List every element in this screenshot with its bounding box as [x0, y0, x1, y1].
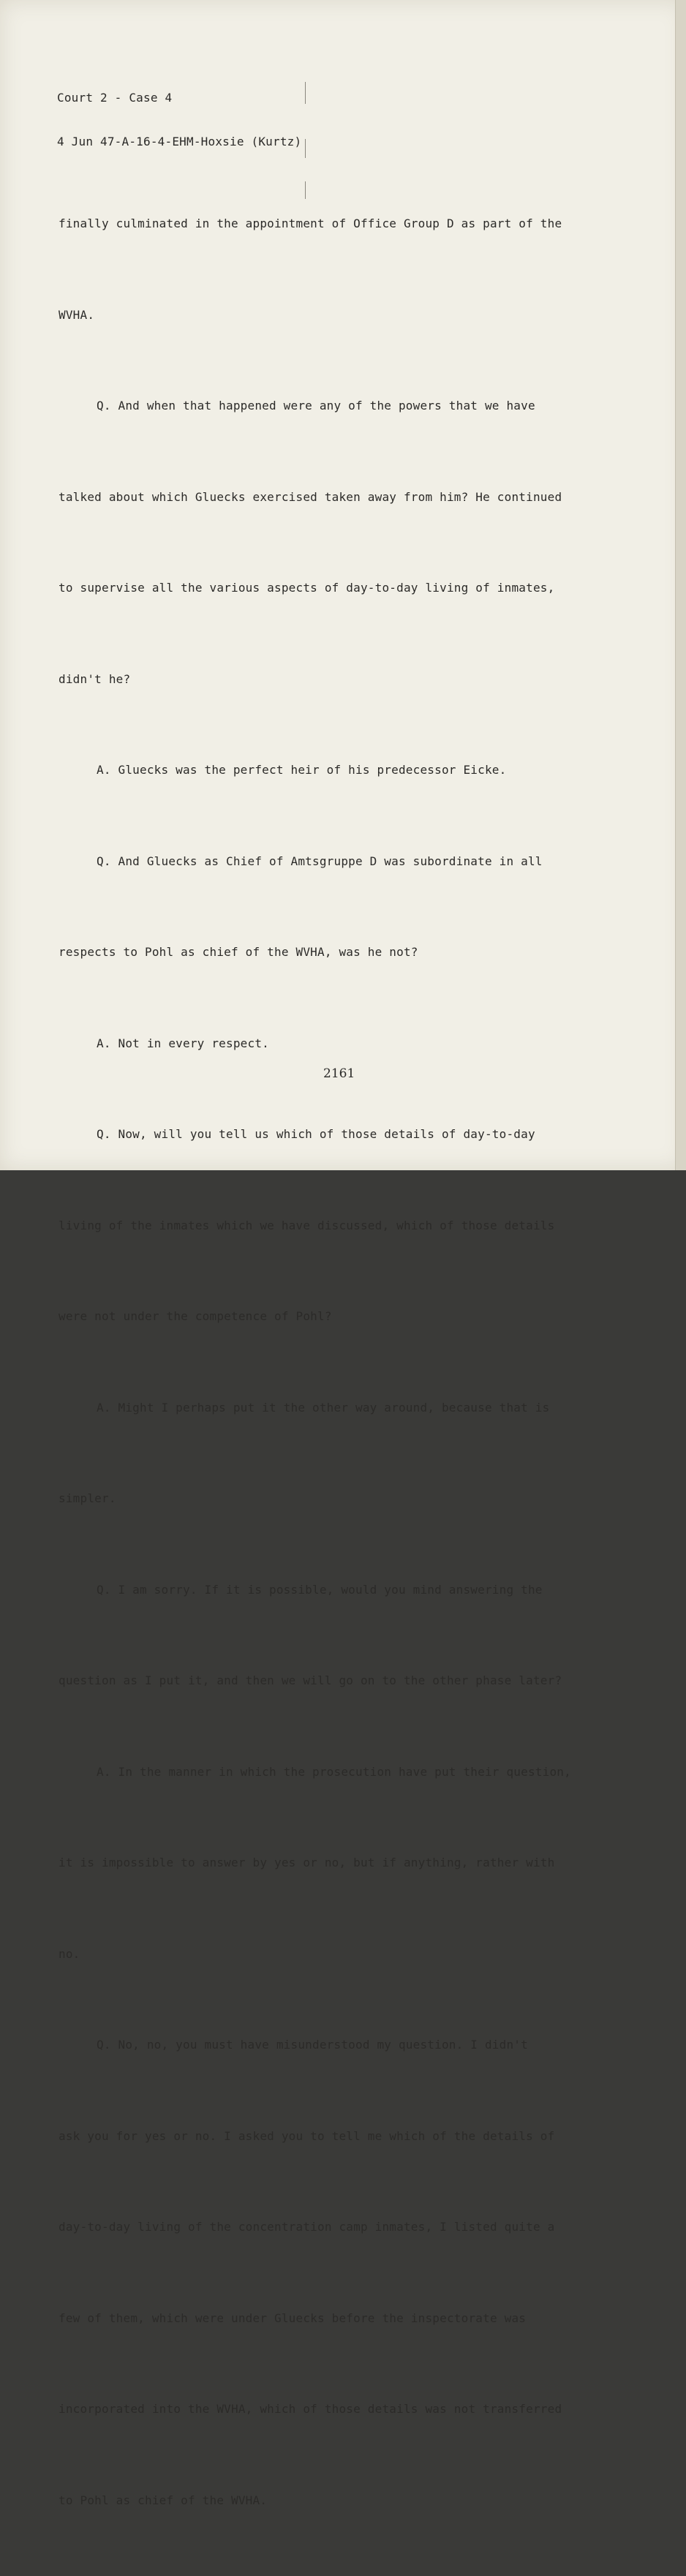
transcript-line: simpler. [59, 1491, 116, 1505]
transcript-line: few of them, which were under Gluecks before the inspectorate was [59, 2311, 527, 2325]
transcript-body [59, 148, 571, 2576]
transcript-line: WVHA. [59, 307, 95, 322]
transcript-line: day-to-day living of the concentration camp inmates, I listed quite a [59, 2220, 555, 2234]
case-header-line-2: 4 Jun 47-A-16-4-EHM-Hoxsie (Kurtz) [57, 135, 302, 148]
transcript-line: question as I put it, and then we will go on to the other phase later? [59, 1673, 562, 1687]
transcript-line: didn't he? [59, 671, 131, 686]
transcript-line: Q. No, no, you must have misunderstood my question. I didn't [97, 2038, 528, 2052]
transcript-line: were not under the competence of Pohl? [59, 1309, 332, 1323]
transcript-line: no. [59, 1946, 80, 1961]
transcript-line: A. Gluecks was the perfect heir of his predecessor Eicke. [97, 763, 507, 777]
transcript-line: respects to Pohl as chief of the WVHA, was he not? [59, 945, 418, 959]
page-number: 2161 [323, 1066, 355, 1081]
page-edge [675, 0, 686, 1170]
transcript-line: ask you for yes or no. I asked you to tell me which of the details of [59, 2128, 555, 2143]
case-header-line-1: Court 2 - Case 4 [57, 91, 173, 105]
transcript-line: to supervise all the various aspects of day-to-day living of inmates, [59, 581, 555, 595]
transcript-line: living of the inmates which we have discussed, which of those details [59, 1218, 555, 1232]
transcript-line: incorporated into the WVHA, which of those details was not transferred [59, 2402, 562, 2416]
transcript-line: talked about which Gluecks exercised taken away from him? He continued [59, 489, 562, 504]
scan-mark [305, 82, 306, 104]
transcript-line: it is impossible to answer by yes or no, but if anything, rather with [59, 1856, 555, 1869]
transcript-line: Q. And Gluecks as Chief of Amtsgruppe D was subordinate in all [97, 854, 543, 868]
transcript-line: A. Might I perhaps put it the other way around, because that is [97, 1400, 550, 1415]
transcript-line: Q. I am sorry. If it is possible, would you mind answering the [97, 1582, 543, 1597]
transcript-line: A. Not in every respect. [97, 1036, 269, 1050]
transcript-line: Q. Now, will you tell us which of those details of day-to-day [97, 1127, 535, 1141]
transcript-line: Q. And when that happened were any of the powers that we have [97, 399, 535, 413]
transcript-line: to Pohl as chief of the WVHA. [59, 2493, 268, 2507]
transcript-line: finally culminated in the appointment of Office Group D as part of the [59, 216, 562, 230]
transcript-line: A. In the manner in which the prosecution have put their question, [97, 1764, 571, 1779]
